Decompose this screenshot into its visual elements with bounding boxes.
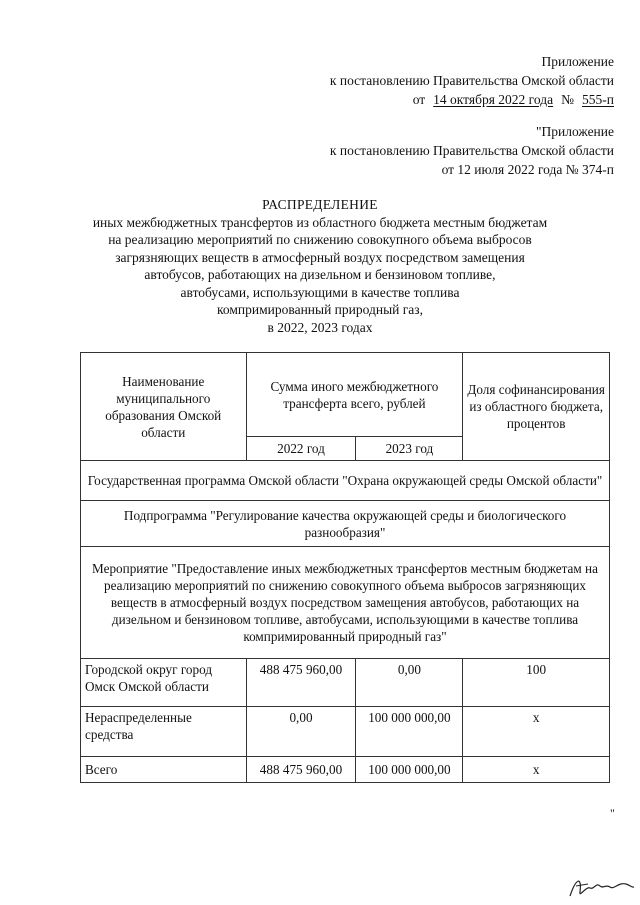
appendix-date-line: [413, 90, 614, 109]
subprogram-title: Подпрограмма "Регулирование качества окружающей среды и биологического разнообразия": [81, 501, 610, 547]
program-row: [81, 461, 610, 501]
previous-resolution-date: от 12 июля 2022 года № 374-п: [441, 162, 614, 177]
title-heading: РАСПРЕДЕЛЕНИЕ: [262, 197, 378, 212]
row-municipality: Нераспределенные средства: [81, 707, 247, 757]
appendix-resolution-ref: к постановлению Правительства Омской области: [329, 73, 614, 88]
row-share: х: [463, 707, 610, 757]
title-line: загрязняющих веществ в атмосферный воздух посредством замещения: [115, 249, 525, 265]
row-total-label: Всего: [81, 757, 247, 783]
row-amount-2023: 100 000 000,00: [356, 707, 463, 757]
previous-appendix-header: [330, 122, 614, 179]
row-share: 100: [463, 659, 610, 707]
table-row: [81, 707, 610, 757]
header-sum: Сумма иного межбюджетного трансферта всего, рублей: [246, 353, 463, 437]
document-title: [70, 196, 570, 336]
measure-row: [81, 547, 610, 659]
title-line: в 2022, 2023 годах: [267, 319, 373, 335]
row-amount-2023: 0,00: [356, 659, 463, 707]
subprogram-row: [81, 501, 610, 547]
row-municipality: Городской округ город Омск Омской области: [81, 659, 247, 707]
header-year-2023: 2023 год: [356, 437, 463, 461]
previous-resolution-ref: к постановлению Правительства Омской области: [329, 143, 614, 158]
title-line: на реализацию мероприятий по снижению совокупного объема выбросов: [108, 232, 532, 247]
row-amount-2022: 488 475 960,00: [246, 659, 356, 707]
resolution-date: 14 октября 2022 года: [433, 92, 554, 107]
table-header-row: [81, 353, 610, 437]
title-line: иных межбюджетных трансфертов из областного бюджета местным бюджетам: [92, 214, 548, 230]
header-share: Доля софинансирования из областного бюджета, процентов: [463, 353, 610, 461]
number-sign: №: [561, 92, 575, 107]
row-amount-2022: 0,00: [246, 707, 356, 757]
resolution-number: 555-п: [582, 92, 614, 107]
title-line: автобусов, работающих на дизельном и бензиновом топливе,: [144, 267, 496, 282]
table-row: [81, 659, 610, 707]
title-line: компримированный природный газ,: [217, 302, 423, 317]
previous-appendix-label: "Приложение: [536, 124, 614, 139]
row-total-share: х: [463, 757, 610, 783]
program-title: Государственная программа Омской области "Охрана окружающей среды Омской области": [81, 461, 610, 501]
header-year-2022: 2022 год: [246, 437, 356, 461]
appendix-header: [330, 52, 614, 109]
row-total-2023: 100 000 000,00: [356, 757, 463, 783]
table-row-total: [81, 757, 610, 783]
appendix-label: Приложение: [541, 54, 614, 69]
measure-title: Мероприятие "Предоставление иных межбюджетных трансфертов местным бюджетам на реализацию мероприятий по снижению совокупного объема выбросов загрязняющих веществ в атмосферный воздух посредством замещения автобусов, работающих на дизельном и бензиновом топливе, автобусами, использующими в качестве топлива компримированный природный газ": [81, 547, 610, 659]
row-total-2022: 488 475 960,00: [246, 757, 356, 783]
distribution-table: [80, 352, 610, 783]
signature-icon: [566, 872, 636, 902]
header-municipality: Наименование муниципального образования Омской области: [81, 353, 247, 461]
date-prefix: от: [412, 92, 426, 107]
title-line: автобусами, использующими в качестве топлива: [180, 284, 460, 300]
closing-quote: ": [610, 806, 615, 820]
